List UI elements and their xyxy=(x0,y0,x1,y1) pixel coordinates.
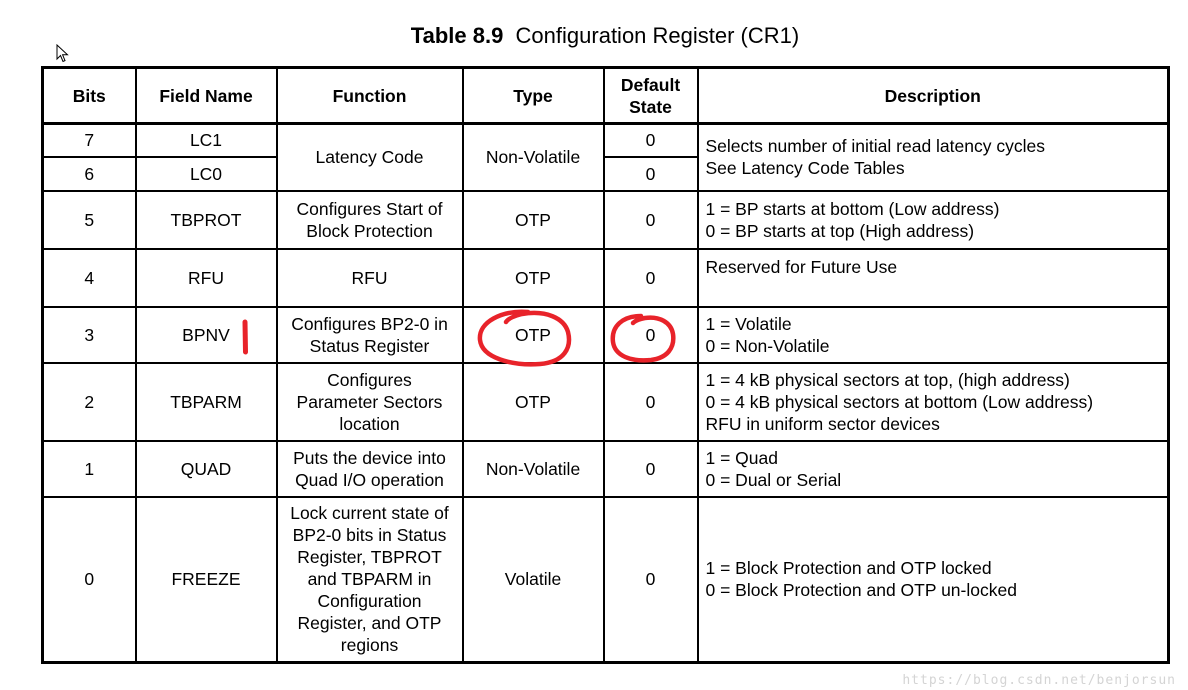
field-name-cell: LC1 xyxy=(136,124,277,157)
function-line: and TBPARM in xyxy=(307,569,432,590)
field-name-cell: RFU xyxy=(136,249,277,307)
description-cell xyxy=(698,307,1169,363)
function-line: Register, TBPROT xyxy=(297,547,442,568)
mouse-pointer-icon xyxy=(56,44,70,64)
header-field-name: Field Name xyxy=(136,68,277,124)
default-cell: 0 xyxy=(604,497,698,663)
header-row xyxy=(43,68,1169,124)
header-description: Description xyxy=(698,68,1169,124)
function-line: location xyxy=(339,413,400,434)
header-default-state xyxy=(604,68,698,124)
description-cell xyxy=(698,441,1169,497)
function-line: Parameter Sectors xyxy=(296,391,443,412)
function-cell: RFU xyxy=(277,249,463,307)
field-name-cell: TBPROT xyxy=(136,191,277,249)
field-name-cell: TBPARM xyxy=(136,363,277,441)
type-cell: OTP xyxy=(463,249,604,307)
function-line: Block Protection xyxy=(306,220,433,241)
type-cell: OTP xyxy=(463,363,604,441)
table-row xyxy=(43,191,1169,249)
description-line: 0 = BP starts at top (High address) xyxy=(705,220,975,241)
bits-cell: 3 xyxy=(43,307,136,363)
description-line: 0 = Non-Volatile xyxy=(705,335,830,356)
description-line: 0 = 4 kB physical sectors at bottom (Low address) xyxy=(705,391,1094,412)
table-row xyxy=(43,249,1169,307)
description-cell xyxy=(698,124,1169,191)
bits-cell: 4 xyxy=(43,249,136,307)
default-cell: 0 xyxy=(604,307,698,363)
header-default-line2: State xyxy=(629,96,672,117)
function-cell xyxy=(277,363,463,441)
table-row xyxy=(43,363,1169,441)
description-line: 1 = Volatile xyxy=(705,313,792,334)
field-name-cell: QUAD xyxy=(136,441,277,497)
default-cell: 0 xyxy=(604,157,698,191)
field-name-cell: LC0 xyxy=(136,157,277,191)
header-default-line1: Default xyxy=(620,74,681,95)
default-cell: 0 xyxy=(604,441,698,497)
function-line: Lock current state of xyxy=(290,503,449,524)
header-bits: Bits xyxy=(43,68,136,124)
bits-cell: 5 xyxy=(43,191,136,249)
type-cell: Volatile xyxy=(463,497,604,663)
description-line: 0 = Block Protection and OTP un-locked xyxy=(705,580,1017,601)
description-line: 1 = Quad xyxy=(705,447,778,468)
function-line: Status Register xyxy=(309,335,430,356)
table-row xyxy=(43,124,1169,157)
type-cell: Non-Volatile xyxy=(463,124,604,191)
function-line: regions xyxy=(340,635,399,656)
type-cell: OTP xyxy=(463,307,604,363)
bits-cell: 2 xyxy=(43,363,136,441)
description-cell xyxy=(698,363,1169,441)
description-line: 0 = Dual or Serial xyxy=(705,469,842,490)
bits-cell: 0 xyxy=(43,497,136,663)
header-function: Function xyxy=(277,68,463,124)
function-line: Configures BP2-0 in xyxy=(291,313,448,334)
description-line: RFU in uniform sector devices xyxy=(705,413,940,434)
table-row xyxy=(43,441,1169,497)
function-line: Configures Start of xyxy=(296,198,443,219)
description-line: See Latency Code Tables xyxy=(705,158,905,179)
table-name: Configuration Register (CR1) xyxy=(515,23,800,48)
type-cell: Non-Volatile xyxy=(463,441,604,497)
field-name-cell: BPNV xyxy=(136,307,277,363)
default-cell: 0 xyxy=(604,191,698,249)
field-name-cell: FREEZE xyxy=(136,497,277,663)
description-cell xyxy=(698,497,1169,663)
description-line: 1 = 4 kB physical sectors at top, (high address) xyxy=(705,369,1070,390)
description-line: Selects number of initial read latency cycles xyxy=(705,136,1045,157)
description-line: 1 = BP starts at bottom (Low address) xyxy=(705,198,1000,219)
description-line: 1 = Block Protection and OTP locked xyxy=(705,558,992,579)
bits-cell: 7 xyxy=(43,124,136,157)
function-line: Configuration xyxy=(317,591,422,612)
table-number: Table 8.9 xyxy=(410,23,504,48)
table-title xyxy=(0,22,1188,50)
bits-cell: 6 xyxy=(43,157,136,191)
default-cell: 0 xyxy=(604,363,698,441)
bits-cell: 1 xyxy=(43,441,136,497)
function-cell xyxy=(277,191,463,249)
function-line: Configures xyxy=(327,369,412,390)
function-line: BP2-0 bits in Status xyxy=(292,525,447,546)
description-cell xyxy=(698,191,1169,249)
table-row xyxy=(43,307,1169,363)
function-line: Register, and OTP xyxy=(297,613,442,634)
configuration-register-table xyxy=(41,66,1170,664)
description-line: Reserved for Future Use xyxy=(705,256,898,277)
function-cell xyxy=(277,441,463,497)
function-line: Puts the device into xyxy=(293,447,446,468)
function-line: Quad I/O operation xyxy=(295,469,444,490)
watermark: https://blog.csdn.net/benjorsun xyxy=(902,673,1176,688)
function-cell: Latency Code xyxy=(277,124,463,191)
default-cell: 0 xyxy=(604,249,698,307)
description-cell xyxy=(698,249,1169,307)
function-cell xyxy=(277,497,463,663)
type-cell: OTP xyxy=(463,191,604,249)
function-cell xyxy=(277,307,463,363)
table-row xyxy=(43,497,1169,663)
default-cell: 0 xyxy=(604,124,698,157)
header-type: Type xyxy=(463,68,604,124)
